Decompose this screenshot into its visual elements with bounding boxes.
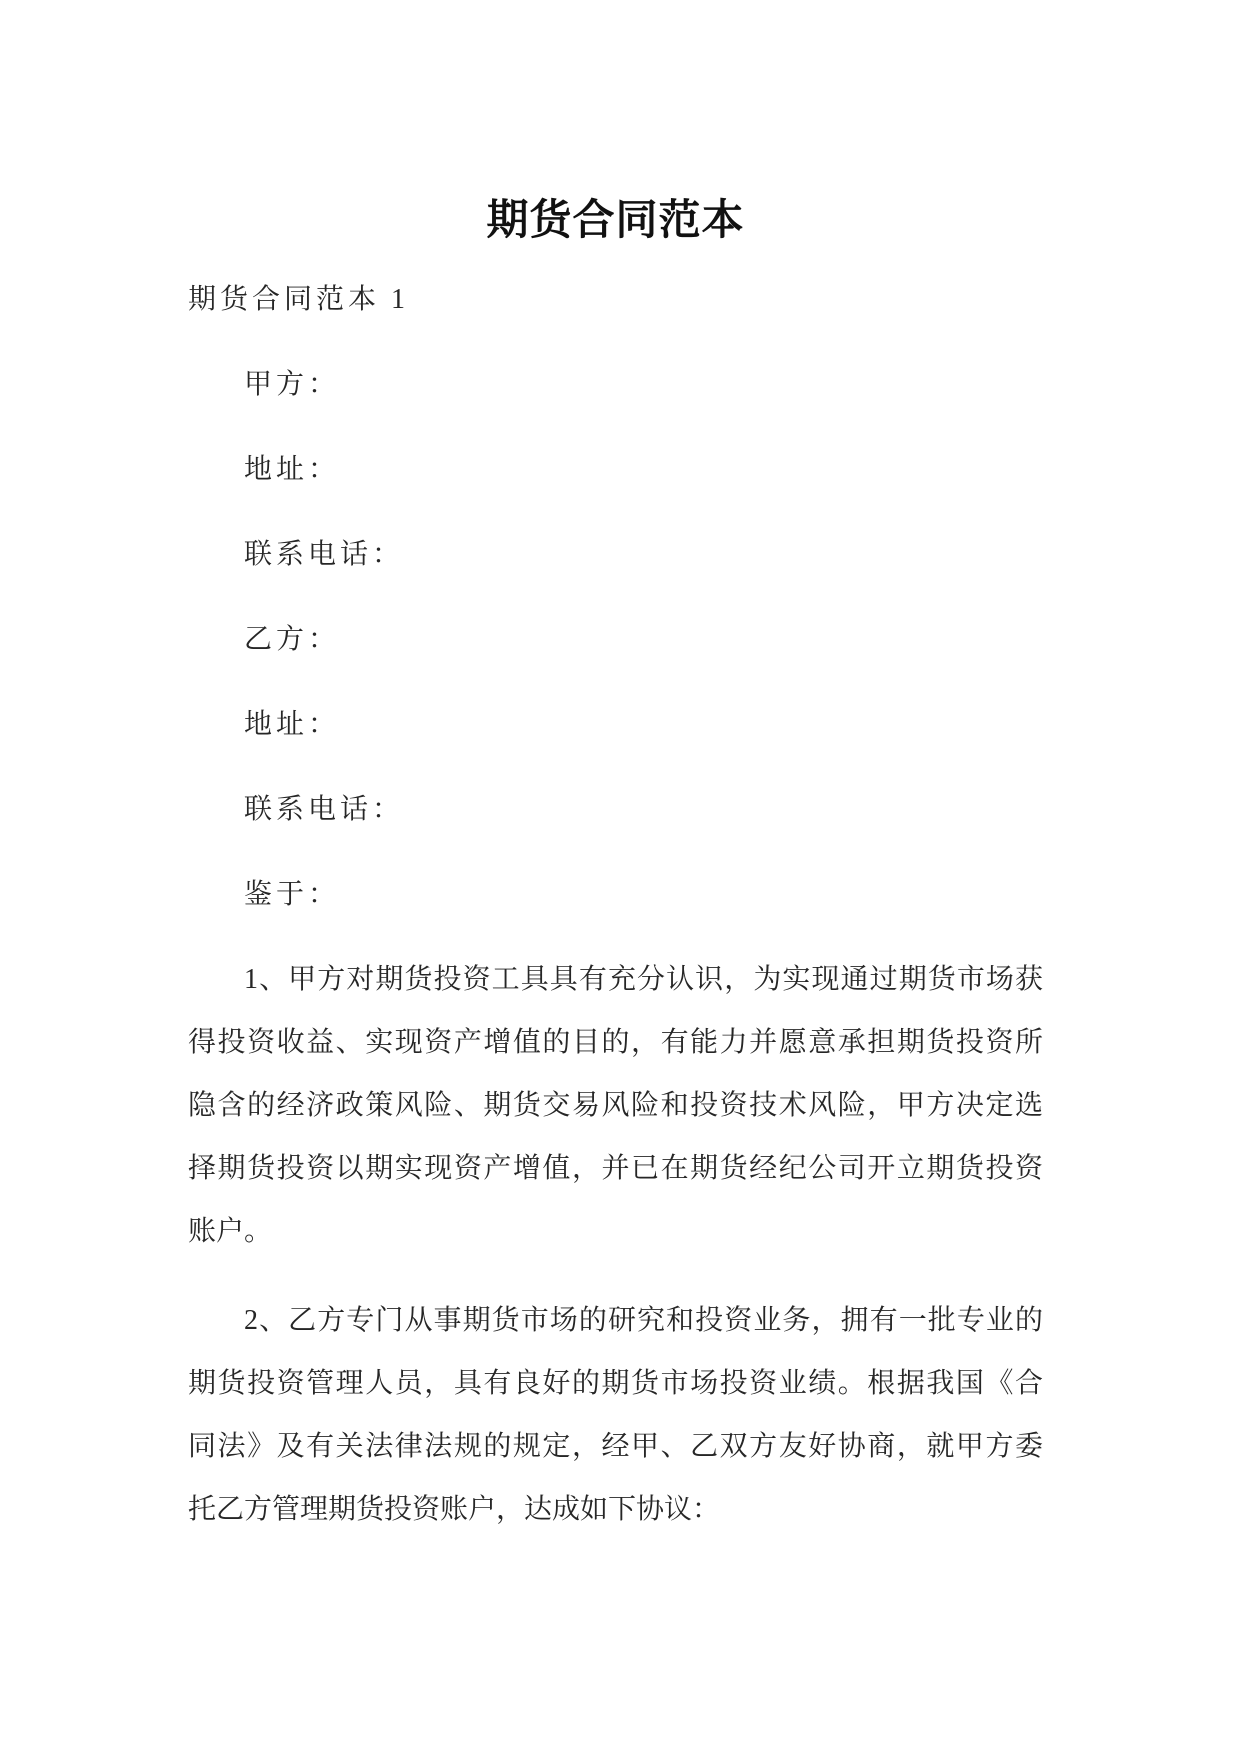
- field-party-a: 甲方：: [244, 369, 341, 400]
- paragraph-line: 托乙方管理期货投资账户，达成如下协议：: [188, 1494, 721, 1525]
- paragraph-line: 2、乙方专门从事期货市场的研究和投资业务，拥有一批专业的: [244, 1305, 1043, 1336]
- paragraph-line: 同法》及有关法律法规的规定，经甲、乙双方友好协商，就甲方委: [188, 1431, 1043, 1462]
- paragraph-line: 隐含的经济政策风险、期货交易风险和投资技术风险，甲方决定选: [188, 1090, 1043, 1121]
- clause-paragraph-1: [188, 948, 1043, 1263]
- page-title: 期货合同范本: [486, 198, 745, 244]
- field-address-b: 地址：: [244, 709, 341, 740]
- field-phone-a: 联系电话：: [244, 539, 405, 570]
- paragraph-line: 择期货投资以期实现资产增值，并已在期货经纪公司开立期货投资: [188, 1153, 1043, 1184]
- paragraph-line: 得投资收益、实现资产增值的目的，有能力并愿意承担期货投资所: [188, 1027, 1043, 1058]
- paragraph-line: 账户。: [188, 1216, 273, 1247]
- paragraph-line: 1、甲方对期货投资工具具有充分认识，为实现通过期货市场获: [244, 964, 1043, 995]
- clause-paragraph-2: [188, 1289, 1043, 1541]
- field-party-b: 乙方：: [244, 624, 341, 655]
- paragraph-line: 期货投资管理人员，具有良好的期货市场投资业绩。根据我国《合: [188, 1368, 1043, 1399]
- document-subtitle: 期货合同范本 1: [188, 284, 410, 315]
- field-address-a: 地址：: [244, 454, 341, 485]
- field-phone-b: 联系电话：: [244, 794, 405, 825]
- field-whereas: 鉴于：: [244, 879, 341, 910]
